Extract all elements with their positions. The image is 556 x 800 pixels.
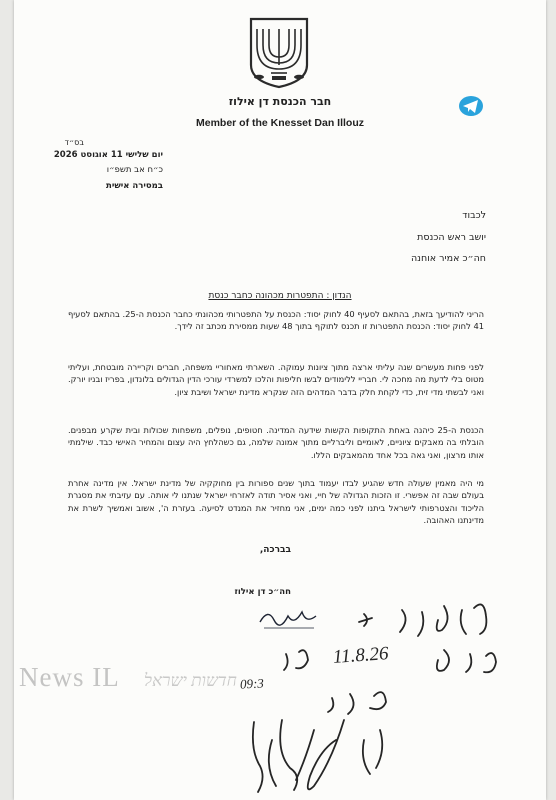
handwritten-receipt-note: [14, 590, 546, 800]
recipient-line-3: חה״כ אמיר אוחנה: [410, 253, 486, 264]
paragraph: לפני פחות מעשרים שנה עליתי ארצה מתוך ציונות עמוקה. השארתי מאחוריי משפחה, חברים וקריירה מובטחת, ועליתי מטוס בלי לדעת מה מחכה לי. חבריי ללימודים לבשו חליפות והלכו למשרדי עורכי הדין הגדולים בלונדון, בפריז ובניו יורק. ואני לבשתי מדי זית, כדי לקחת חלק בדבר המדהים הזה שנקרא מדינת ישראל ושיבת ציון.: [68, 362, 484, 397]
signer-name: חה״כ דן אילוז: [234, 587, 291, 597]
watermark-hebrew: חדשות ישראל: [144, 671, 237, 690]
bsd-mark: בס״ד: [64, 138, 84, 147]
handwritten-date: 11.8.26: [332, 643, 390, 668]
member-name-hebrew: חבר הכנסת דן אילוז: [228, 95, 332, 108]
letter-sheet: [14, 0, 546, 800]
knesset-emblem-icon: [245, 15, 313, 89]
recipient-line-2: יושב ראש הכנסת: [417, 232, 486, 243]
recipient-line-1: לכבוד: [462, 210, 486, 221]
watermark: News IL: [19, 662, 120, 692]
letter-subject: הנדון : התפטרות מכהונה כחבר כנסת: [208, 291, 352, 301]
paragraph: הריני להודיעך בזאת, בהתאם לסעיף 40 לחוק יסוד: הכנסת על התפטרותי מכהונתי כחבר הכנסת ה-25. בהתאם לסעיף 41 לחוק יסוד: הכנסת התפטרות זו תכנס לתוקף בתוך 48 שעות ממסירת מכתב זה לידך.: [68, 309, 484, 332]
date-hebrew: כ״ח אב תשפ״ו: [106, 165, 163, 175]
member-name-english: Member of the Knesset Dan Illouz: [195, 117, 365, 129]
paragraph: הכנסת ה-25 כיהנה באחת התקופות הקשות שידעה המדינה. חטופים, נופלים, משפחות שכולות ובית שקרע מבפנים. הובלתי בה מאבקים ציוניים, לאומיים וליברליים מתוך אמונה שלמה, גם כשהלחץ היה עצום והמחיר האישי כבד. שילמתי אותו מרצון, ואני גאה בכל אחד מהמאבקים הללו.: [68, 425, 484, 460]
delivery-note: במסירה אישית: [106, 181, 163, 191]
closing-greeting: בברכה,: [259, 545, 291, 555]
telegram-icon: [458, 95, 484, 117]
paragraph: מי היה מאמין שעולה חדש שהגיע לבדו יעמוד בתוך שנים ספורות בין מחוקקיה של מדינת ישראל. אין מדינה אחרת בעולם שבה זה אפשרי. זו הזכות הגדולה של חיי, ואני אסיר תודה לאזרחי ישראל שנתנו לי אותה. עם עזיבתי את מסגרת הליכוד והצטרפותי לישראל ביתנו לפני כמה ימים, אני מחזיר את המנדט לסיעה. בעזרת ה', אשוב ואמשיך לשרת את מדינתנו האהובה.: [68, 478, 484, 526]
handwritten-time: 09:3: [239, 675, 265, 692]
date-gregorian: יום שלישי 11 אוגוסט 2026: [53, 150, 163, 160]
